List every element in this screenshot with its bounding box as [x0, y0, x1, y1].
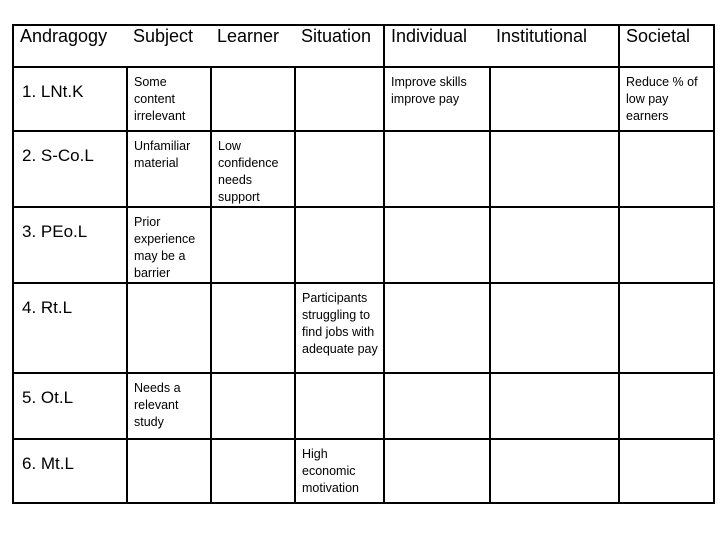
learner-cell [211, 67, 295, 131]
subject-cell [127, 283, 211, 373]
societal-cell [619, 131, 714, 207]
societal-cell: Reduce % of low pay earners [619, 67, 714, 131]
header-institutional: Institutional [490, 25, 619, 67]
learner-cell [211, 373, 295, 439]
situation-cell: Participants struggling to find jobs with adequate pay [295, 283, 384, 373]
andragogy-table [12, 24, 715, 504]
row-label: 1. LNt.K [13, 67, 127, 131]
header-situation: Situation [295, 25, 384, 67]
row-label: 5. Ot.L [13, 373, 127, 439]
header-individual: Individual [384, 25, 490, 67]
institutional-cell [490, 207, 619, 283]
situation-cell: High economic motivation [295, 439, 384, 503]
individual-cell [384, 373, 490, 439]
individual-cell [384, 283, 490, 373]
institutional-cell [490, 373, 619, 439]
individual-cell [384, 207, 490, 283]
societal-cell [619, 439, 714, 503]
header-andragogy: Andragogy [13, 25, 127, 67]
table-row [13, 131, 714, 207]
table-row [13, 67, 714, 131]
societal-cell [619, 373, 714, 439]
subject-cell: Needs a relevant study [127, 373, 211, 439]
subject-cell [127, 439, 211, 503]
institutional-cell [490, 439, 619, 503]
header-row [13, 25, 714, 67]
learner-cell: Low confidence needs support [211, 131, 295, 207]
individual-cell [384, 131, 490, 207]
subject-cell: Some content irrelevant [127, 67, 211, 131]
individual-cell [384, 439, 490, 503]
row-label: 3. PEo.L [13, 207, 127, 283]
situation-cell [295, 67, 384, 131]
header-societal: Societal [619, 25, 714, 67]
table-row [13, 207, 714, 283]
subject-cell: Unfamiliar material [127, 131, 211, 207]
institutional-cell [490, 131, 619, 207]
societal-cell [619, 207, 714, 283]
institutional-cell [490, 283, 619, 373]
row-label: 6. Mt.L [13, 439, 127, 503]
institutional-cell [490, 67, 619, 131]
subject-cell: Prior experience may be a barrier [127, 207, 211, 283]
learner-cell [211, 439, 295, 503]
table-row [13, 373, 714, 439]
learner-cell [211, 207, 295, 283]
header-subject: Subject [127, 25, 211, 67]
individual-cell: Improve skills improve pay [384, 67, 490, 131]
learner-cell [211, 283, 295, 373]
situation-cell [295, 207, 384, 283]
societal-cell [619, 283, 714, 373]
row-label: 4. Rt.L [13, 283, 127, 373]
row-label: 2. S-Co.L [13, 131, 127, 207]
header-learner: Learner [211, 25, 295, 67]
table-row [13, 439, 714, 503]
situation-cell [295, 373, 384, 439]
table-row [13, 283, 714, 373]
situation-cell [295, 131, 384, 207]
